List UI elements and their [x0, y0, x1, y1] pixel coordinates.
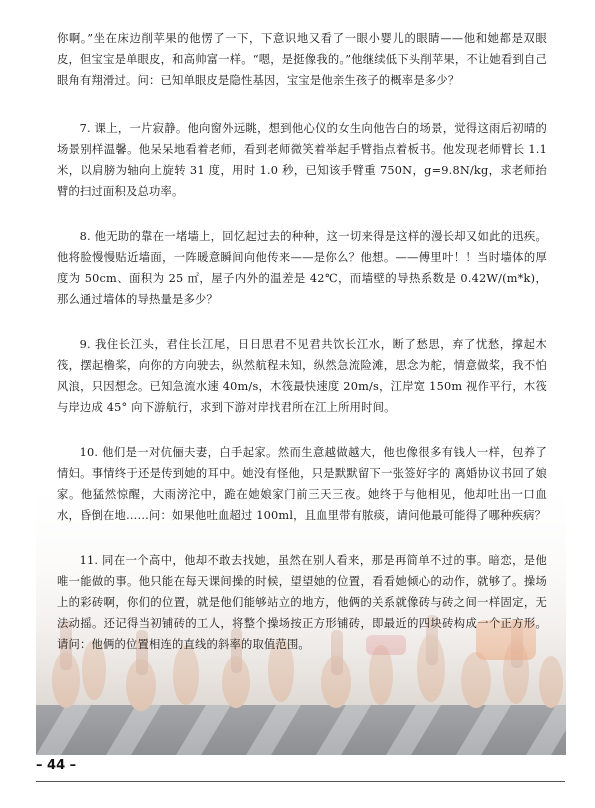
paragraph-continued: 你啊。”坐在床边削苹果的他愣了一下，下意识地又看了一眼小婴儿的眼睛——他和她都是双眼皮，但宝宝是单眼皮，和高帅富一样。“嗯，是挺像我的。”他继续低下头削苹果，不让她看到自己眼角有翔滑过。问：已知单眼皮是隐性基因，宝宝是他亲生孩子的概率是多少？ [57, 32, 547, 87]
footer-divider [36, 781, 565, 782]
paragraph-question-10: 10. 他们是一对伉俪夫妻，白手起家。然而生意越做越大，他也像很多有钱人一样，包养了情妇。事情终于还是传到她的耳中。她没有怪他，只是默默留下一张签好字的 离婚协议书回了娘家。他猛然惊醒，大雨滂沱中，跪在她娘家门前三天三夜。她终于与他相见，他却吐出一口血水，昏倒在地……问：如果他吐血超过 100ml，且血里带有脓痰，请问他最可能得了哪种疾病？ [57, 446, 547, 522]
paragraph-question-11: 11. 同在一个高中，他却不敢去找她，虽然在别人看来，那是再简单不过的事。暗恋，是他唯一能做的事。他只能在每天课间操的时候，望望她的位置，看看她倾心的动作，就够了。操场上的彩砖啊，你们的位置，就是他们能够站立的地方，他俩的关系就像砖与砖之间一样固定，无法动摇。还记得当初铺砖的工人，将整个操场按正方形铺砖，即最近的四块砖构成一个正方形。请问：他俩的位置相连的直线的斜率的取值范围。 [57, 554, 547, 651]
page-number: – 44 – [36, 758, 77, 773]
document-body [57, 28, 551, 679]
paragraph-question-9: 9. 我住长江头，君住长江尾，日日思君不见君共饮长江水，断了愁思，弃了忧愁，撑起木筏，摆起橹桨，向你的方向驶去，纵然航程未知，纵然急流险滩，思念为舵，情意做桨，我不怕风浪，只因想念。已知急流水速 40m/s，木筏最快速度 20m/s，江岸宽 150m 视作平行，木筏与岸边成 45° 向下游航行，求到下游对岸找君所在江上所用时间。 [57, 338, 547, 414]
paragraph-question-7: 7. 课上，一片寂静。他向窗外远眺，想到他心仪的女生向他告白的场景，觉得这雨后初晴的场景别样温馨。他呆呆地看着老师，看到老师微笑着举起手臂指点着板书。他发现老师臂长 1.1 米，以肩膀为轴向上旋转 31 度，用时 1.0 秒，已知该手臂重 750N，g=9.8N/kg，求老师抬臂的扫过面积及总功率。 [57, 122, 551, 198]
paragraph-question-8: 8. 他无助的靠在一堵墙上，回忆起过去的种种，这一切来得是这样的漫长却又如此的迅疾。他将脸慢慢贴近墙面，一阵暖意瞬间向他传来——是你么？他想。——傅里叶！！当时墙体的厚度为 50cm、面积为 25 ㎡，屋子内外的温差是 42℃，而墙壁的导热系数是 0.42W/(m*k)，那么通过墙体的导热量是多少？ [57, 230, 547, 306]
